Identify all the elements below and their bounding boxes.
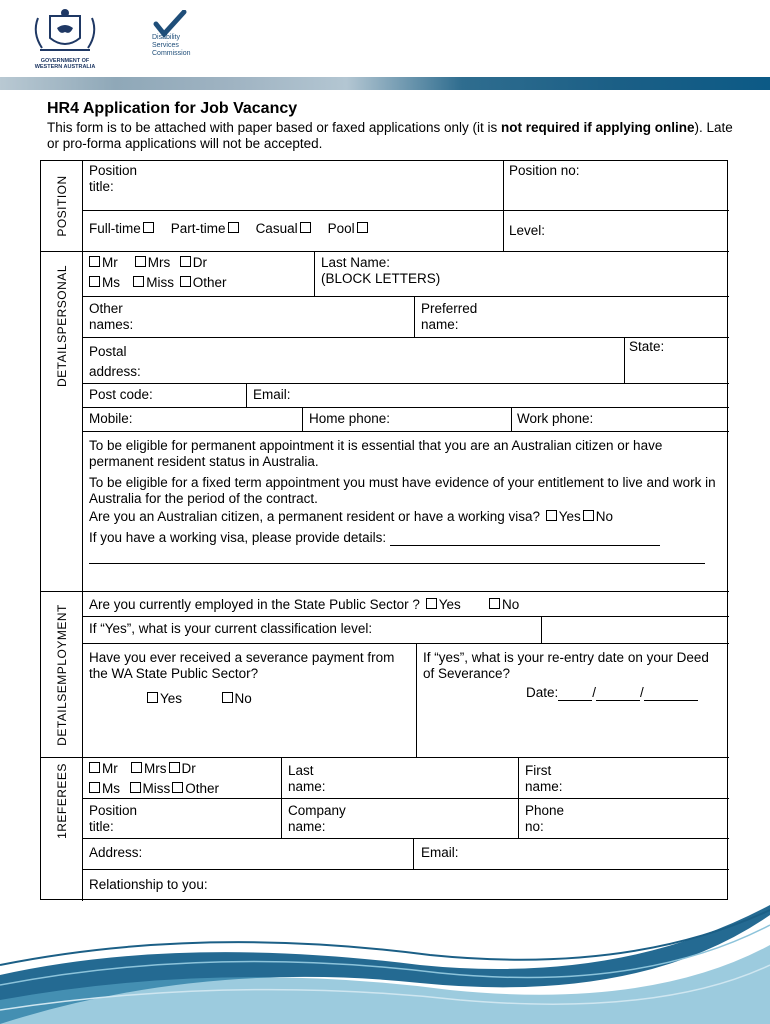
position-title-l2: title: [89,179,114,194]
mr-label: Mr [102,255,118,270]
divider [413,838,414,869]
divider [302,407,303,431]
divider [503,161,504,251]
eligibility-text-2: To be eligible for a fixed term appointment you must have evidence of your entitlement to live and work in Australia for the period of the contract. [89,475,716,506]
date-year-field[interactable] [644,700,698,701]
mrs-checkbox[interactable] [135,256,146,267]
parttime-label: Part-time [170,221,226,236]
ref-relationship-label: Relationship to you: [89,877,208,892]
ref-phone-label [525,803,564,835]
ref-other-label: Other [185,781,220,796]
pool-checkbox[interactable] [357,222,368,233]
block-letters-text: (BLOCK LETTERS) [321,271,441,286]
other-names-l2: names: [89,317,134,332]
header-band [0,77,770,90]
ms-checkbox[interactable] [89,276,100,287]
classification-label: If “Yes”, what is your current classification level: [89,621,373,636]
casual-label: Casual [255,221,298,236]
employment-type-row [89,221,370,237]
ref-mrs-label: Mrs [144,761,167,776]
dr-label: Dr [192,255,208,270]
ref-last-l2: name: [288,779,326,794]
visa-details-label: If you have a working visa, please provide details: [89,530,387,545]
severance-question: Have you ever received a severance payment from the WA State Public Sector? [89,650,395,681]
pool-label: Pool [327,221,355,236]
divider [414,296,415,337]
severance-no-checkbox[interactable] [222,692,233,703]
ref-company-l2: name: [288,819,326,834]
footer-swoosh [0,905,770,1024]
sector-yes-checkbox[interactable] [426,598,437,609]
sector-yes-label: Yes [438,597,461,612]
ref-ms-label: Ms [102,781,120,796]
severance-yes-checkbox[interactable] [147,692,158,703]
dsc-line-3: Commission [152,50,191,57]
section-position [41,161,83,251]
dsc-line-1: Disability [152,34,181,41]
divider [83,616,729,617]
divider [416,643,417,757]
intro-c: ). Late or pro-forma applications will not be accepted. [47,120,733,151]
position-title-l1: Position [89,163,138,178]
level-label: Level: [509,223,546,238]
postal-address-label [89,342,141,382]
ref-miss-checkbox[interactable] [130,782,141,793]
ref-last-l1: Last [288,763,314,778]
visa-yes-label: Yes [558,509,581,524]
divider [41,757,729,758]
visa-details-line-2[interactable] [89,563,705,564]
intro-text [47,120,747,152]
ref-dr-checkbox[interactable] [169,762,180,773]
title-options-row2 [87,275,227,291]
date-month-field[interactable] [596,700,640,701]
state-label: State: [629,339,665,354]
home-phone-label: Home phone: [309,411,391,426]
section-personal [41,251,83,591]
ref-other-checkbox[interactable] [172,782,183,793]
ref-company-label [288,803,346,835]
divider [83,431,729,432]
title-options-row1 [87,255,207,271]
ref-pos-l2: title: [89,819,114,834]
section-position-label: POSITION [54,175,69,237]
divider [83,838,729,839]
gov-line-1: GOVERNMENT OF [40,58,90,64]
state-sector-question: Are you currently employed in the State Public Sector ? [89,597,420,612]
other-label: Other [192,275,227,290]
ms-label: Ms [102,275,120,290]
gov-line-2: WESTERN AUSTRALIA [34,64,96,70]
divider [511,407,512,431]
position-title-label [89,163,137,195]
reentry-date-row [526,685,698,701]
mrs-label: Mrs [147,255,171,270]
dsc-label [152,34,191,58]
divider [41,251,729,252]
ref-dr-label: Dr [181,761,196,776]
preferred-l1: Preferred [421,301,478,316]
page-title: HR4 Application for Job Vacancy [47,100,298,117]
divider [314,251,315,296]
visa-question-row [89,509,613,525]
ref-company-l1: Company [288,803,346,818]
parttime-checkbox[interactable] [228,222,239,233]
divider [83,296,729,297]
visa-details-row [89,530,660,546]
visa-details-line[interactable] [390,545,660,546]
ref-mr-checkbox[interactable] [89,762,100,773]
date-sep-2: / [640,685,644,700]
ref-phone-l2: no: [525,819,544,834]
ref-phone-l1: Phone [525,803,565,818]
divider [83,407,729,408]
severance-yes-label: Yes [160,691,183,706]
ref-email-label: Email: [421,845,459,860]
visa-yes-checkbox[interactable] [546,510,557,521]
mr-checkbox[interactable] [89,256,100,267]
ref-first-l2: name: [525,779,563,794]
casual-checkbox[interactable] [300,222,311,233]
sector-no-checkbox[interactable] [489,598,500,609]
government-label [26,58,104,70]
date-label: Date: [526,685,559,700]
email-label: Email: [253,387,291,402]
postal-l2: address: [89,364,141,379]
divider [541,616,542,643]
position-no-label: Position no: [509,163,580,178]
severance-no-label: No [234,691,252,706]
application-form [40,160,728,900]
postcode-label: Post code: [89,387,153,402]
ref-position-label [89,803,137,835]
preferred-name-label [421,301,477,333]
ref-first-name-label [525,763,563,795]
mobile-label: Mobile: [89,411,133,426]
section-employment-label: DETAILSEMPLOYMENT [54,604,69,746]
other-names-l1: Other [89,301,123,316]
ref-address-label: Address: [89,845,143,860]
divider [83,383,729,384]
divider [246,383,247,407]
visa-question: Are you an Australian citizen, a permanent resident or have a working visa? [89,509,540,524]
last-name-text: Last Name: [321,255,391,270]
section-personal-label: DETAILSPERSONAL [54,265,69,387]
ref-miss-label: Miss [142,781,171,796]
divider [281,757,282,838]
ref-first-l1: First [525,763,552,778]
date-sep-1: / [592,685,597,700]
dsc-line-2: Services [152,42,179,49]
divider [624,337,625,383]
ref-last-name-label [288,763,326,795]
divider [41,591,729,592]
visa-no-checkbox[interactable] [583,510,594,521]
severance-options [145,691,252,707]
divider [83,643,729,644]
sector-no-label: No [501,597,520,612]
fulltime-checkbox[interactable] [143,222,154,233]
referee-title-row1 [87,761,196,777]
divider [83,337,729,338]
dr-checkbox[interactable] [180,256,191,267]
other-names-label [89,301,133,333]
ref-mr-label: Mr [102,761,118,776]
eligibility-text-1: To be eligible for permanent appointment it is essential that you are an Australian citizen or have permanent resident status in Australia. [89,438,663,469]
divider [83,869,729,870]
preferred-l2: name: [421,317,459,332]
ref-pos-l1: Position [89,803,138,818]
ref-mrs-checkbox[interactable] [131,762,142,773]
last-name-label [321,255,440,287]
referee-title-row2 [87,781,219,797]
visa-no-label: No [595,509,614,524]
state-sector-row [89,597,519,613]
miss-label: Miss [146,275,175,290]
divider [83,798,729,799]
miss-checkbox[interactable] [133,276,144,287]
ref-ms-checkbox[interactable] [89,782,100,793]
section-referees [41,759,83,901]
section-employment [41,591,83,759]
divider [83,210,729,211]
work-phone-label: Work phone: [517,411,594,426]
other-checkbox[interactable] [180,276,191,287]
intro-b: not required if applying online [500,120,695,135]
fulltime-label: Full-time [89,221,141,236]
reentry-question: If “yes”, what is your re-entry date on your Deed of Severance? [423,650,709,681]
section-referees-label: 1REFEREES [54,763,69,839]
intro-a: This form is to be attached with paper based or faxed applications only (it is [47,120,501,135]
divider [518,757,519,838]
date-day-field[interactable] [558,700,592,701]
postal-l1: Postal [89,344,127,359]
